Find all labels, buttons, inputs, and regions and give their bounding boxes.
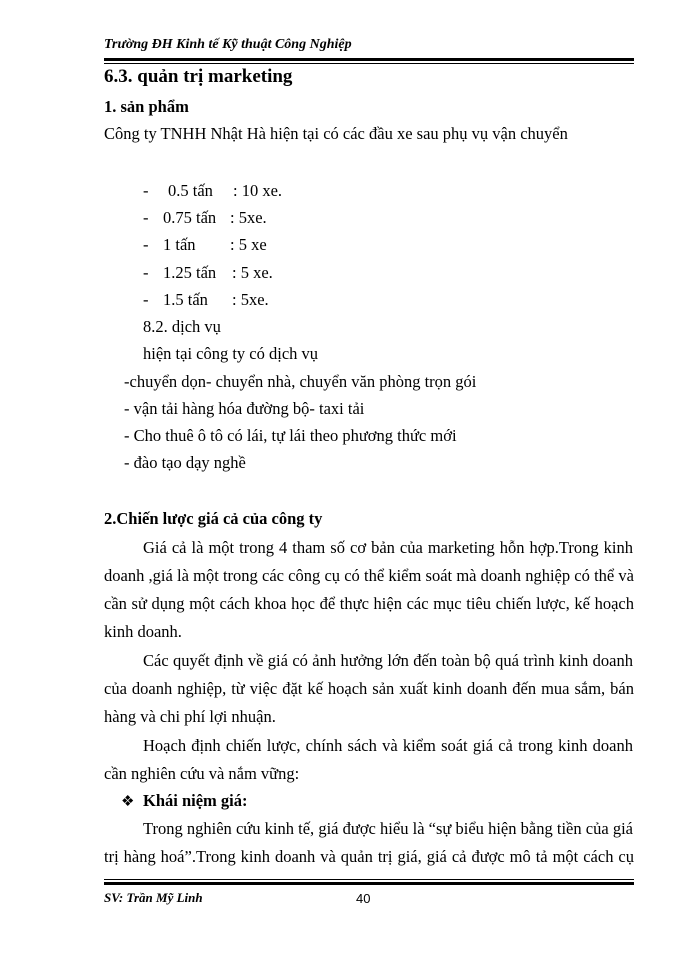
vehicle-count: : 10 xe. bbox=[233, 181, 283, 200]
list-item: - vận tải hàng hóa đường bộ- taxi tải bbox=[124, 399, 365, 418]
subheading-services: 8.2. dịch vụ bbox=[143, 317, 221, 336]
vehicle-size: 0.5 tấn bbox=[168, 181, 213, 200]
list-item-dash: - bbox=[143, 181, 149, 200]
section-title: 6.3. quản trị marketing bbox=[104, 66, 293, 87]
paragraph-line: của doanh nghiệp, từ việc đặt kế hoạch sản xuất kinh doanh đến mua sắm, bán bbox=[104, 679, 634, 698]
paragraph-line: Các quyết định về giá có ảnh hưởng lớn đến toàn bộ quá trình kinh doanh bbox=[143, 651, 633, 670]
vehicle-count: : 5 xe. bbox=[232, 263, 273, 282]
list-item: -chuyển dọn- chuyển nhà, chuyển văn phòng trọn gói bbox=[124, 372, 477, 391]
vehicle-size: 0.75 tấn bbox=[163, 208, 217, 227]
footer-rule-thin bbox=[104, 879, 634, 880]
list-item-dash: - bbox=[143, 263, 149, 282]
list-item-dash: - bbox=[143, 235, 149, 254]
list-item-dash: - bbox=[143, 208, 149, 227]
paragraph-line: cần nghiên cứu và nắm vững: bbox=[104, 764, 300, 783]
vehicle-size: 1.25 tấn bbox=[163, 263, 217, 282]
vehicle-count: : 5xe. bbox=[230, 208, 267, 227]
concept-heading: Khái niệm giá: bbox=[143, 791, 248, 810]
vehicle-size: 1 tấn bbox=[163, 235, 196, 254]
footer-rule-thick bbox=[104, 882, 634, 885]
paragraph-line: doanh ,giá là một trong các công cụ có thể kiểm soát mà doanh nghiệp có thể và bbox=[104, 566, 634, 585]
paragraph-line: Giá cả là một trong 4 tham số cơ bản của marketing hỗn hợp.Trong kinh bbox=[143, 538, 633, 557]
paragraph-line: Hoạch định chiến lược, chính sách và kiểm soát giá cả trong kinh doanh bbox=[143, 736, 633, 755]
services-intro: hiện tại công ty có dịch vụ bbox=[143, 344, 319, 363]
header-rule-thick bbox=[104, 58, 634, 61]
diamond-bullet-icon: ❖ bbox=[121, 794, 135, 810]
paragraph-line: hàng và chi phí lợi nhuận. bbox=[104, 707, 276, 726]
page-header: Trường ĐH Kinh tế Kỹ thuật Công Nghiệp bbox=[104, 37, 352, 52]
vehicle-count: : 5xe. bbox=[232, 290, 269, 309]
header-rule-thin bbox=[104, 63, 634, 64]
paragraph-line: trị hàng hoá”.Trong kinh doanh và quản trị giá, giá cả được mô tả một cách cụ bbox=[104, 847, 634, 866]
intro-text: Công ty TNHH Nhật Hà hiện tại có các đầu xe sau phụ vụ vận chuyển bbox=[104, 124, 568, 143]
list-item: - Cho thuê ô tô có lái, tự lái theo phương thức mới bbox=[124, 426, 457, 445]
paragraph-line: cần sử dụng một cách khoa học để thực hiện các mục tiêu chiến lược, kế hoạch bbox=[104, 594, 634, 613]
subheading-pricing: 2.Chiến lược giá cả của công ty bbox=[104, 509, 323, 528]
paragraph-line: Trong nghiên cứu kinh tế, giá được hiểu là “sự biểu hiện bằng tiền của giá bbox=[143, 819, 633, 838]
page-number: 40 bbox=[356, 891, 371, 906]
list-item: - đào tạo dạy nghề bbox=[124, 453, 246, 472]
paragraph-line: kinh doanh. bbox=[104, 622, 182, 641]
subheading-products: 1. sản phẩm bbox=[104, 97, 189, 116]
list-item-dash: - bbox=[143, 290, 149, 309]
vehicle-size: 1.5 tấn bbox=[163, 290, 208, 309]
vehicle-count: : 5 xe bbox=[230, 235, 267, 254]
footer-author: SV: Trần Mỹ Linh bbox=[104, 890, 203, 905]
